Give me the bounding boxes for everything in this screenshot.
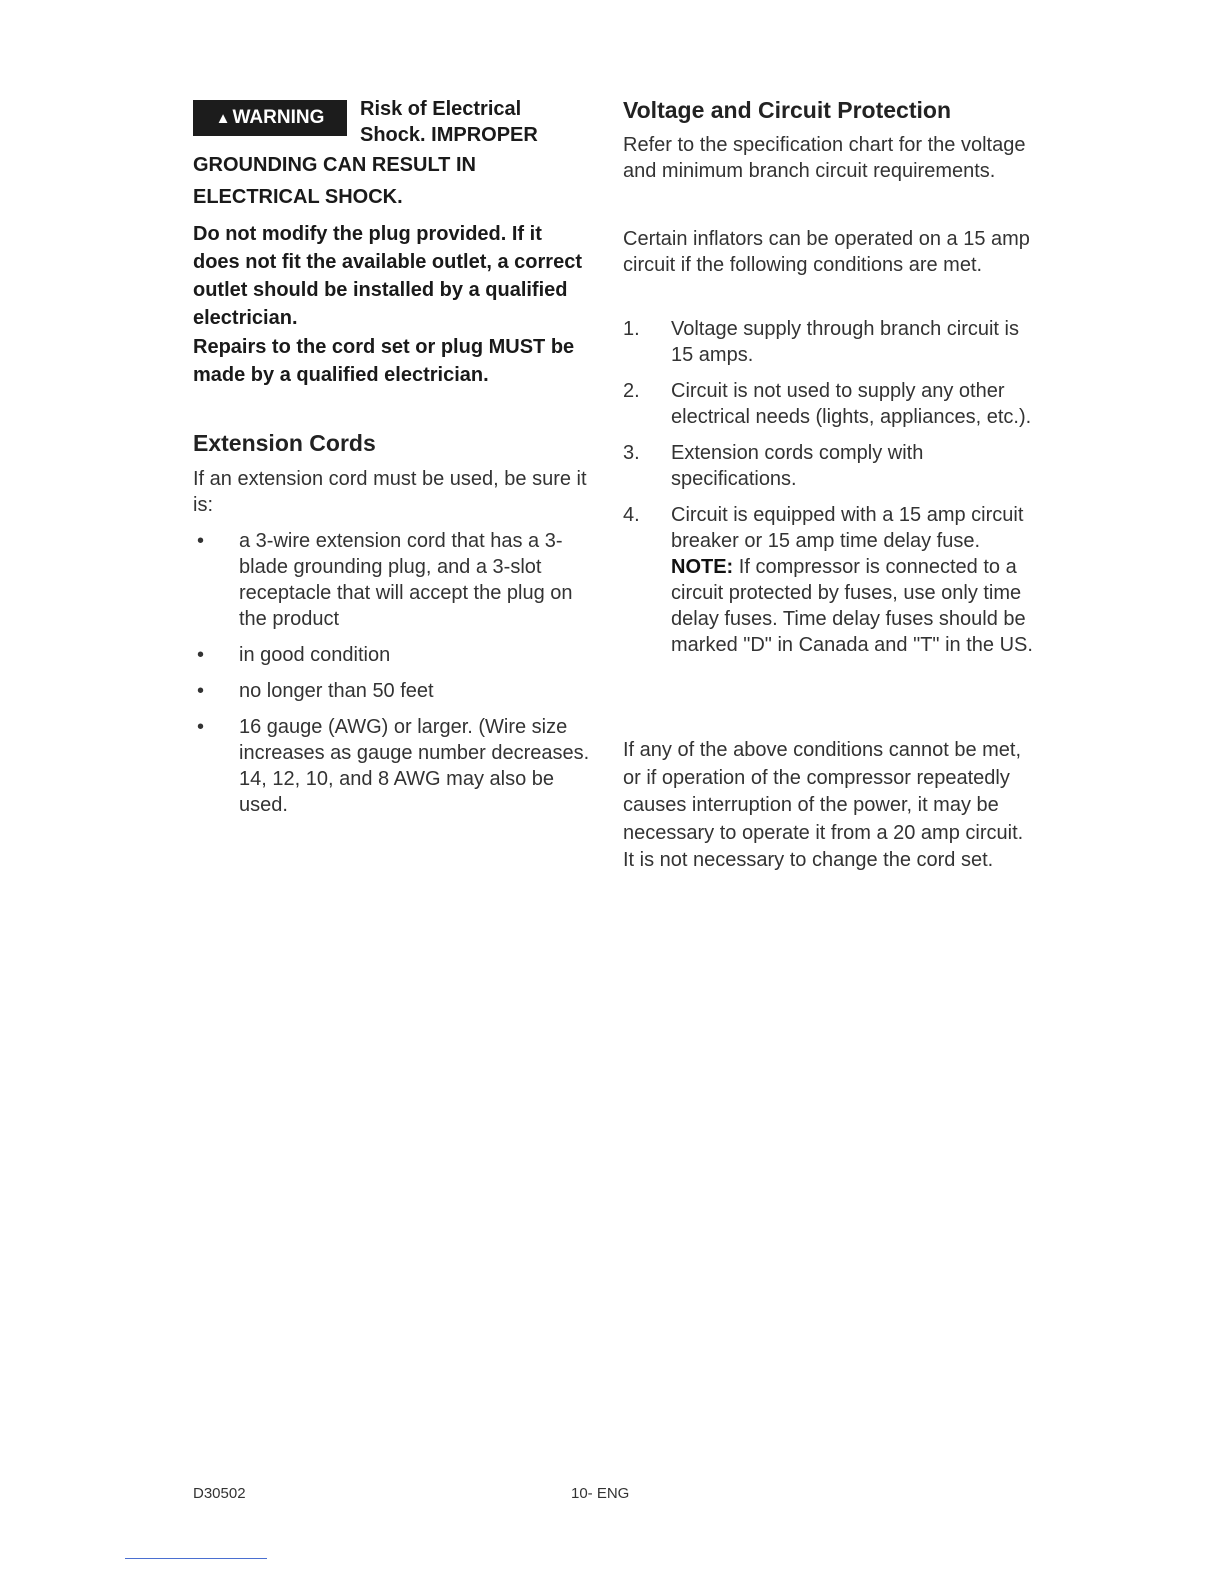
document-code: D30502	[193, 1485, 246, 1502]
list-item	[623, 502, 1033, 658]
extension-cords-heading: Extension Cords	[193, 430, 376, 456]
voltage-intro: Refer to the specification chart for the voltage and minimum branch circuit requirements.	[623, 134, 1026, 182]
list-item	[193, 528, 593, 632]
list-item-text: no longer than 50 feet	[239, 680, 434, 702]
extension-intro: If an extension cord must be used, be sure it is:	[193, 468, 587, 516]
voltage-heading: Voltage and Circuit Protection	[623, 97, 951, 123]
list-item-text: in good condition	[239, 644, 391, 666]
list-item-text: a 3-wire extension cord that has a 3-blade grounding plug, and a 3-slot receptacle that will accept the plug on the product	[239, 530, 573, 630]
warning-line-3: GROUNDING CAN RESULT IN	[193, 154, 476, 176]
note-label: NOTE:	[671, 556, 734, 578]
list-item-text: 16 gauge (AWG) or larger. (Wire size increases as gauge number decreases. 14, 12, 10, and 8 AWG may also be used.	[239, 716, 590, 816]
repairs-warning: Repairs to the cord set or plug MUST be made by a qualified electrician.	[193, 336, 575, 386]
inflator-conditions-intro: Certain inflators can be operated on a 15 amp circuit if the following conditions are met.	[623, 228, 1030, 276]
list-item-text: Voltage supply through branch circuit is 15 amps.	[671, 318, 1019, 366]
list-item	[193, 642, 593, 668]
list-item	[623, 378, 1033, 430]
divider	[125, 1558, 267, 1559]
bullet-icon: •	[197, 644, 205, 666]
bullet-icon: •	[197, 716, 205, 738]
list-item-number: 4.	[623, 504, 640, 526]
list-item-number: 3.	[623, 442, 640, 464]
closing-paragraph: If any of the above conditions cannot be met, or if operation of the compressor repeatedly causes interruption of the power, it may be necessary to operate it from a 20 amp circuit. It is not necessary to change the cord set.	[623, 739, 1024, 871]
list-item-text: Circuit is not used to supply any other electrical needs (lights, appliances, etc.).	[671, 380, 1032, 428]
list-item-text: Circuit is equipped with a 15 amp circuit breaker or 15 amp time delay fuse.	[671, 504, 1024, 552]
list-item	[193, 678, 593, 704]
warning-triangle-icon: ▲	[215, 110, 231, 127]
list-item	[623, 440, 1033, 492]
list-item-number: 2.	[623, 380, 640, 402]
page-number: 10- ENG	[571, 1485, 630, 1502]
conditions-list	[623, 316, 1033, 668]
list-item	[623, 316, 1033, 368]
list-item	[193, 714, 593, 818]
list-item-number: 1.	[623, 318, 640, 340]
warning-badge-label: WARNING	[232, 107, 325, 128]
warning-line-1: Risk of Electrical	[360, 98, 522, 120]
warning-line-4: ELECTRICAL SHOCK.	[193, 186, 403, 208]
warning-line-2: Shock. IMPROPER	[360, 124, 538, 146]
note-text: If compressor is connected to a circuit protected by fuses, use only time delay fuses. Time delay fuses should be marked "D" in Canada and "T" in the US.	[671, 556, 1033, 656]
list-item-text: Extension cords comply with specifications.	[671, 442, 924, 490]
warning-badge	[193, 100, 347, 136]
modify-plug-warning: Do not modify the plug provided. If it does not fit the available outlet, a correct outlet should be installed by a qualified electrician.	[193, 223, 582, 329]
bullet-icon: •	[197, 530, 205, 552]
bullet-icon: •	[197, 680, 205, 702]
extension-requirements-list	[193, 528, 593, 828]
